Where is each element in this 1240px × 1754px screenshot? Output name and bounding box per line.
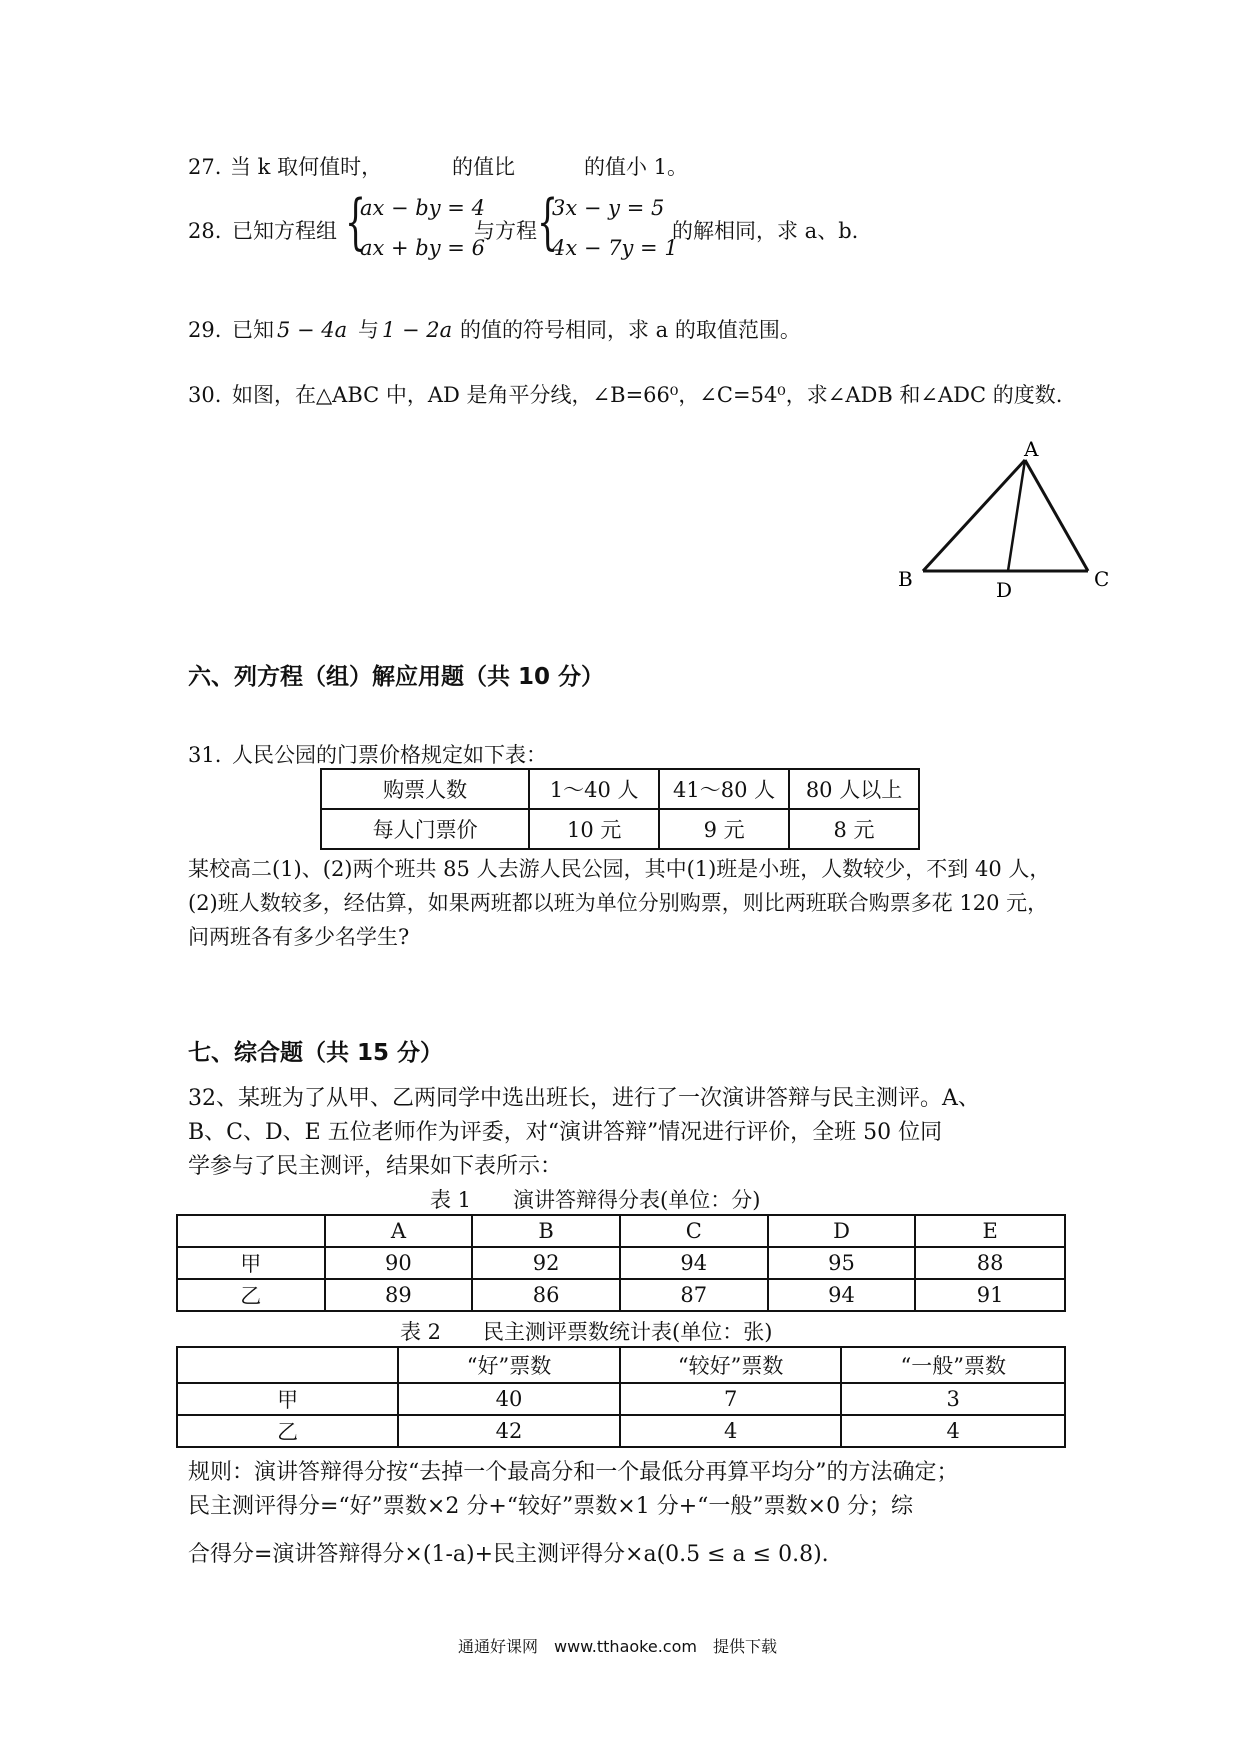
table-cell: 8 元 (789, 809, 919, 849)
table-cell: “好”票数 (398, 1347, 620, 1383)
q29-expr1: 5 − 4a (277, 318, 348, 342)
section-6-title: 六、列方程（组）解应用题（共 10 分） (188, 664, 605, 690)
table-cell: 91 (915, 1279, 1065, 1311)
table-cell: C (620, 1215, 768, 1247)
triangle-figure (880, 430, 1140, 610)
q27-text-a: 当 k 取何值时， (230, 155, 383, 179)
table-2-caption: 表 2 民主测评票数统计表(单位：张) (400, 1320, 773, 1344)
table-cell: E (915, 1215, 1065, 1247)
q30-text: 如图，在△ABC 中，AD 是角平分线，∠B=66⁰，∠C=54⁰，求∠ADB 和∠ADC 的度数. (232, 383, 1063, 407)
table-cell: 92 (472, 1247, 620, 1279)
q31-intro: 人民公园的门票价格规定如下表： (232, 743, 547, 767)
table-cell: 1～40 人 (529, 769, 659, 809)
table-1-caption: 表 1 演讲答辩得分表(单位：分) (430, 1188, 761, 1212)
table-cell: 购票人数 (321, 769, 529, 809)
q28-brace-left: { (345, 187, 367, 257)
table-cell: 9 元 (659, 809, 789, 849)
table-row (177, 1383, 1065, 1415)
q28-eq4: 4x − 7y = 1 (552, 236, 678, 260)
q28-eq3: 3x − y = 5 (552, 196, 665, 220)
table-row (321, 809, 919, 849)
q32-rule-3: 合得分=演讲答辩得分×(1-a)+民主测评得分×a(0.5 ≤ a ≤ 0.8). (188, 1542, 829, 1567)
q32-line-3: 学参与了民主测评，结果如下表所示： (188, 1154, 563, 1179)
table-cell: D (768, 1215, 916, 1247)
table-cell: 3 (841, 1383, 1065, 1415)
q29-text-c: 的值的符号相同，求 a 的取值范围。 (460, 318, 801, 342)
table-row (177, 1215, 1065, 1247)
q28-text-a: 已知方程组 (232, 219, 337, 243)
q27-number: 27. (188, 155, 222, 179)
q32-rule-2: 民主测评得分=“好”票数×2 分+“较好”票数×1 分+“一般”票数×0 分；综 (188, 1494, 914, 1519)
table-cell: 乙 (177, 1279, 325, 1311)
table-cell: 88 (915, 1247, 1065, 1279)
q31-number: 31. (188, 743, 222, 767)
table-cell: 4 (620, 1415, 842, 1447)
q28-brace-right: { (537, 187, 559, 257)
q29-expr2: 1 − 2a (382, 318, 453, 342)
table-cell: 95 (768, 1247, 916, 1279)
side-ac (1025, 460, 1088, 571)
table-row (321, 769, 919, 809)
q27-text-b: 的值比 (452, 155, 515, 179)
q32-line-1: 32、某班为了从甲、乙两同学中选出班长，进行了一次演讲答辩与民主测评。A、 (188, 1086, 980, 1111)
table-cell: 甲 (177, 1383, 398, 1415)
table-row (177, 1247, 1065, 1279)
table-cell: 甲 (177, 1247, 325, 1279)
table-cell: 40 (398, 1383, 620, 1415)
table-cell: A (325, 1215, 473, 1247)
table-cell: 乙 (177, 1415, 398, 1447)
table-cell: 10 元 (529, 809, 659, 849)
q28-eq1: ax − by = 4 (360, 196, 485, 220)
q30-number: 30. (188, 383, 222, 407)
q28-eq2: ax + by = 6 (360, 236, 485, 260)
q28-text-b: 与方程 (474, 219, 537, 243)
q27-text-c: 的值小 1。 (584, 155, 689, 179)
table-cell: 4 (841, 1415, 1065, 1447)
speech-score-table (176, 1214, 1066, 1312)
page-footer: 通通好课网 www.tthaoke.com 提供下载 (458, 1637, 777, 1656)
table-cell: 41～80 人 (659, 769, 789, 809)
q28-text-c: 的解相同，求 a、b. (672, 219, 859, 243)
q31-line-3: 问两班各有多少名学生? (188, 925, 410, 949)
table-cell: 7 (620, 1383, 842, 1415)
q31-line-2: (2)班人数较多，经估算，如果两班都以班为单位分别购票，则比两班联合购票多花 120 元， (188, 891, 1049, 915)
ticket-price-table (320, 768, 920, 850)
label-b: B (898, 567, 913, 591)
q29-text-a: 已知 (232, 318, 274, 342)
q28-number: 28. (188, 219, 222, 243)
table-cell: “较好”票数 (620, 1347, 842, 1383)
table-cell: 86 (472, 1279, 620, 1311)
q32-line-2: B、C、D、E 五位老师作为评委，对“演讲答辩”情况进行评价，全班 50 位同 (188, 1120, 943, 1145)
label-c: C (1094, 567, 1110, 591)
table-cell: 每人门票价 (321, 809, 529, 849)
table-cell: 80 人以上 (789, 769, 919, 809)
table-cell: 94 (768, 1279, 916, 1311)
table-cell: 87 (620, 1279, 768, 1311)
q29-number: 29. (188, 318, 222, 342)
table-cell: 90 (325, 1247, 473, 1279)
table-cell: B (472, 1215, 620, 1247)
table-row (177, 1347, 1065, 1383)
table-cell (177, 1347, 398, 1383)
vote-count-table (176, 1346, 1066, 1448)
q32-rule-1: 规则：演讲答辩得分按“去掉一个最高分和一个最低分再算平均分”的方法确定； (188, 1460, 959, 1485)
q29-text-b: 与 (358, 318, 379, 342)
table-row (177, 1415, 1065, 1447)
q31-line-1: 某校高二(1)、(2)两个班共 85 人去游人民公园，其中(1)班是小班，人数较少，不到 40 人， (188, 857, 1051, 881)
table-row (177, 1279, 1065, 1311)
table-cell: 94 (620, 1247, 768, 1279)
table-cell: 42 (398, 1415, 620, 1447)
section-7-title: 七、综合题（共 15 分） (188, 1040, 444, 1066)
label-a: A (1024, 437, 1039, 461)
table-cell: 89 (325, 1279, 473, 1311)
label-d: D (996, 578, 1013, 602)
table-cell (177, 1215, 325, 1247)
table-cell: “一般”票数 (841, 1347, 1065, 1383)
